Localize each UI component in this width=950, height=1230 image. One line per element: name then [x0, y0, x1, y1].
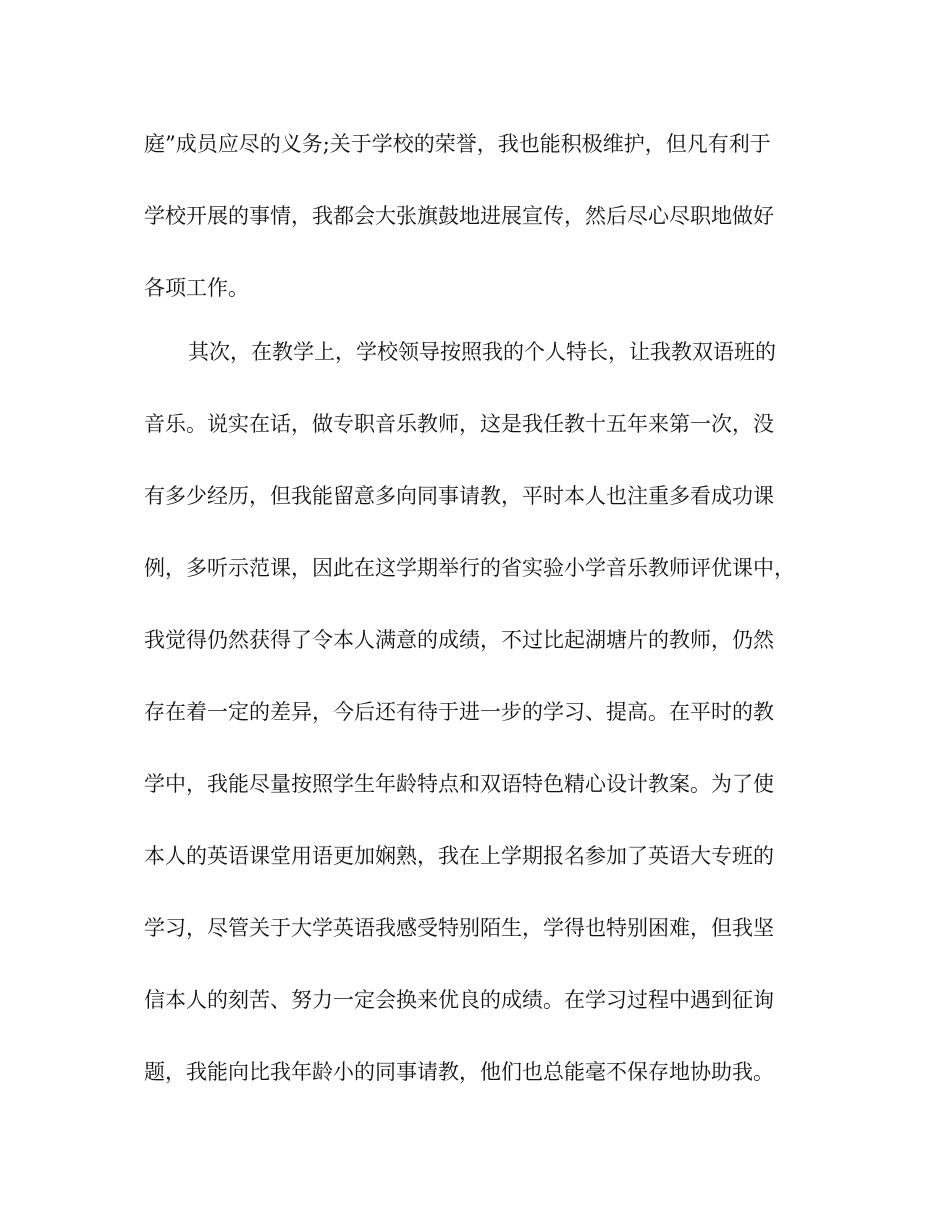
text-line: 例，多听示范课，因此在这学期举行的省实验小学音乐教师评优课中，	[144, 556, 795, 580]
text-line: 学习，尽管关于大学英语我感受特别陌生，学得也特别困难，但我坚	[144, 916, 774, 940]
text-line: 存在着一定的差异，今后还有待于进一步的学习、提高。在平时的教	[144, 700, 774, 724]
text-line: 有多少经历，但我能留意多向同事请教，平时本人也注重多看成功课	[144, 484, 774, 508]
text-line: 音乐。说实在话，做专职音乐教师，这是我任教十五年来第一次，没	[144, 412, 774, 436]
text-line: 各项工作。	[144, 276, 249, 300]
text-line: 我觉得仍然获得了令本人满意的成绩，不过比起湖塘片的教师，仍然	[144, 628, 774, 652]
text-line: 题，我能向比我年龄小的同事请教，他们也总能毫不保存地协助我。	[144, 1060, 774, 1084]
text-line: 本人的英语课堂用语更加娴熟，我在上学期报名参加了英语大专班的	[144, 844, 774, 868]
text-line: 信本人的刻苦、努力一定会换来优良的成绩。在学习过程中遇到征询	[144, 988, 774, 1012]
text-line: 学校开展的事情，我都会大张旗鼓地进展宣传，然后尽心尽职地做好	[144, 204, 774, 228]
paragraph-start-line: 其次，在教学上，学校领导按照我的个人特长，让我教双语班的	[188, 340, 776, 364]
text-line: 庭”成员应尽的义务;关于学校的荣誉，我也能积极维护，但凡有利于	[144, 132, 771, 156]
text-line: 学中，我能尽量按照学生年龄特点和双语特色精心设计教案。为了使	[144, 772, 774, 796]
